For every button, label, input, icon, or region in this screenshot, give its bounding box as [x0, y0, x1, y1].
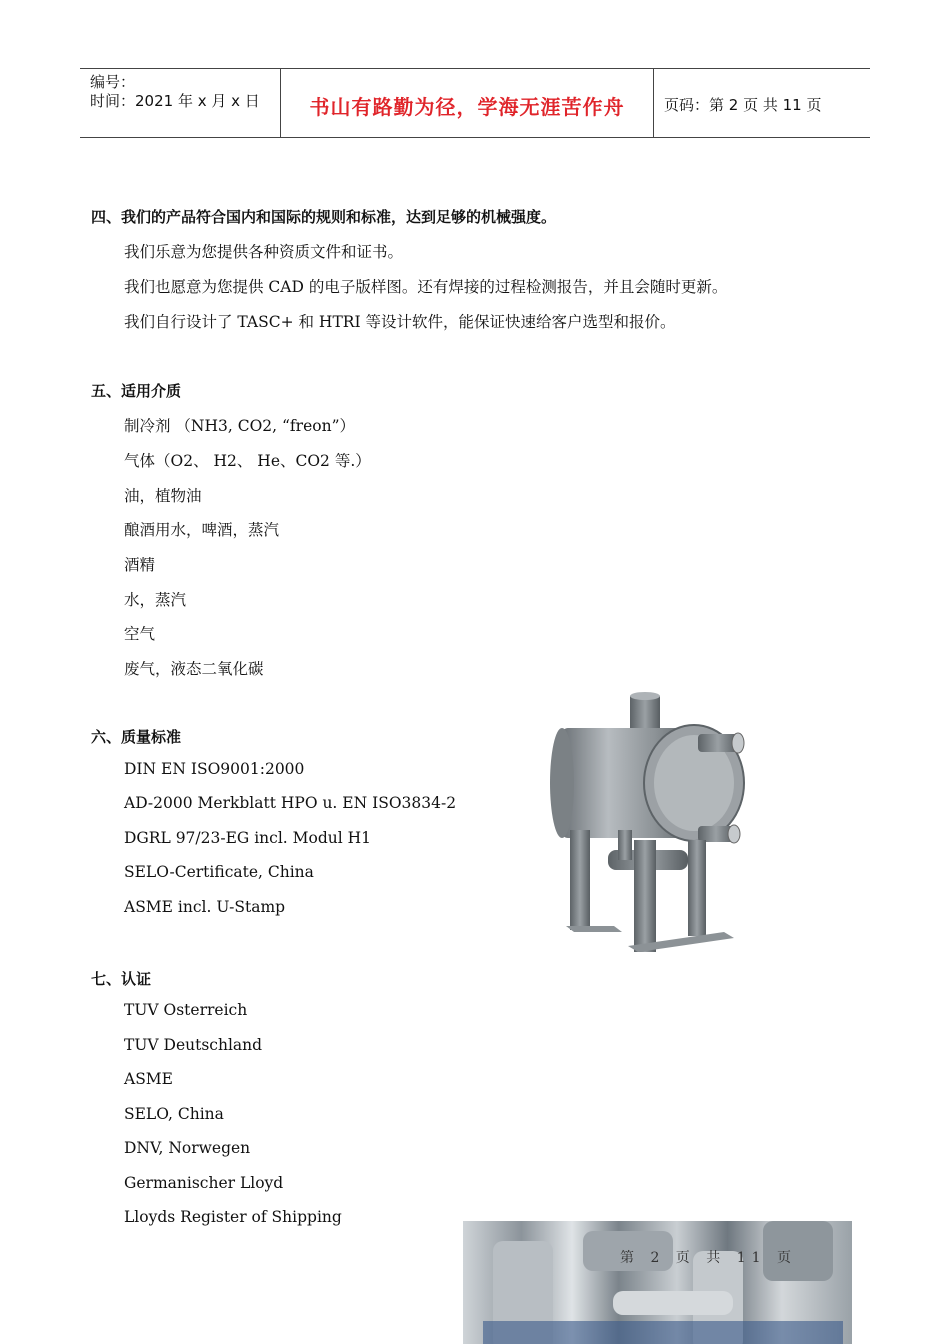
- list-item: 水，蒸汽: [124, 591, 187, 609]
- list-item: 废气，液态二氧化碳: [124, 660, 264, 678]
- page-number-label: 页码：第 2 页 共 11 页: [664, 96, 822, 114]
- list-item: DNV, Norwegen: [124, 1139, 251, 1157]
- section-title: 七、认证: [91, 970, 152, 988]
- paragraph-line: 我们自行设计了 TASC+ 和 HTRI 等设计软件，能保证快速给客户选型和报价。: [124, 313, 676, 331]
- list-item: 空气: [124, 625, 156, 643]
- header-info-cell: [80, 69, 281, 137]
- header-page-cell: [654, 69, 870, 137]
- list-item: 酒精: [124, 556, 156, 574]
- list-item: Germanischer Lloyd: [124, 1174, 284, 1192]
- list-item: SELO-Certificate, China: [124, 863, 314, 881]
- plant-photo: [463, 1221, 852, 1344]
- list-item: Lloyds Register of Shipping: [124, 1208, 342, 1226]
- paragraph-line: 我们也愿意为您提供 CAD 的电子版样图。还有焊接的过程检测报告，并且会随时更新。: [124, 278, 728, 296]
- section-title: 四、我们的产品符合国内和国际的规则和标准，达到足够的机械强度。: [91, 208, 557, 226]
- header-motto-cell: [281, 69, 654, 137]
- motto: 书山有路勤为径，学海无涯苦作舟: [309, 95, 625, 119]
- time-label: 时间：2021 年 x 月 x 日: [90, 92, 260, 110]
- heat-exchanger-image: [548, 690, 760, 960]
- list-item: AD-2000 Merkblatt HPO u. EN ISO3834-2: [124, 794, 457, 812]
- list-item: DGRL 97/23-EG incl. Modul H1: [124, 829, 372, 847]
- list-item: ASME incl. U-Stamp: [124, 898, 286, 916]
- page-header: [80, 68, 870, 138]
- list-item: DIN EN ISO9001:2000: [124, 760, 305, 778]
- list-item: SELO, China: [124, 1105, 224, 1123]
- footer-page-number: 第 2 页 共 11 页: [620, 1250, 797, 1266]
- list-item: 气体（O2、 H2、 He、CO2 等.）: [124, 452, 371, 470]
- number-label: 编号：: [90, 73, 136, 91]
- list-item: 酿酒用水，啤酒，蒸汽: [124, 521, 280, 539]
- list-item: TUV Osterreich: [124, 1001, 248, 1019]
- list-item: 油，植物油: [124, 487, 202, 505]
- list-item: 制冷剂 （NH3, CO2, “freon”）: [124, 417, 355, 435]
- list-item: TUV Deutschland: [124, 1036, 263, 1054]
- list-item: ASME: [124, 1070, 173, 1088]
- paragraph-line: 我们乐意为您提供各种资质文件和证书。: [124, 243, 404, 261]
- section-title: 六、质量标准: [91, 728, 182, 746]
- section-title: 五、适用介质: [91, 382, 182, 400]
